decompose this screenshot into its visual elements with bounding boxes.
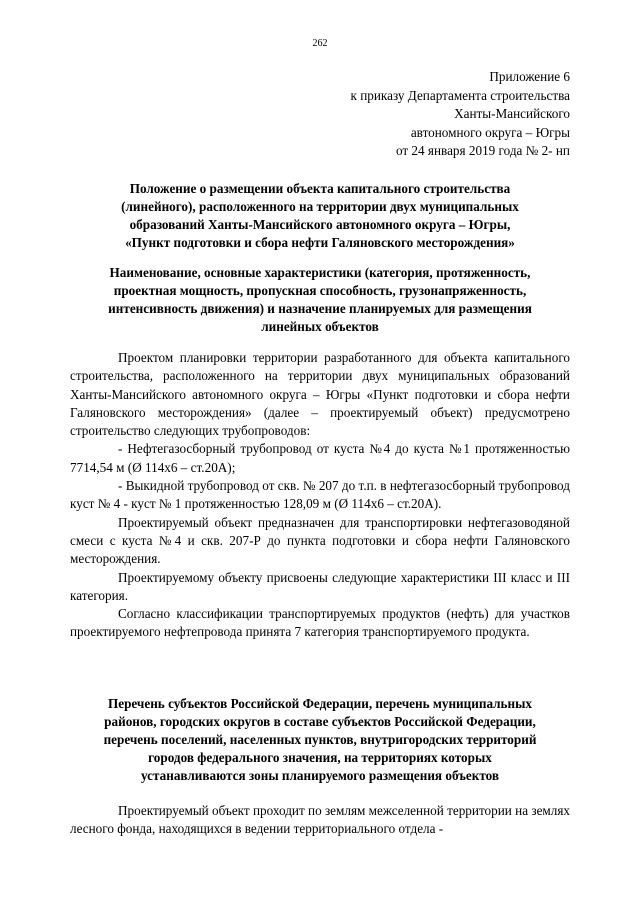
appendix-line: автономного округа – Югры	[410, 124, 570, 140]
heading-line: городов федерального значения, на территориях которых	[148, 750, 492, 765]
section-heading-territories	[70, 695, 570, 785]
appendix-line: от 24 января 2019 года № 2- нп	[395, 143, 570, 158]
paragraph: - Нефтегазосборный трубопровод от куста №4 до куста №1 протяженностью 7714,54 м (Ø 114х6 – ст.20А);	[70, 441, 570, 475]
appendix-line: Ханты-Мансийского	[454, 106, 570, 121]
paragraph: - Выкидной трубопровод от скв. № 207 до т.п. в нефтегазосборный трубопровод куст № 4 - куст № 1 протяженностью 128,09 м (Ø 114х6 – ст.20А).	[70, 478, 570, 512]
heading-line: Наименование, основные характеристики (категория, протяженность,	[109, 265, 531, 280]
title-line: (линейного), расположенного на территории двух муниципальных	[121, 199, 519, 214]
document-title	[70, 180, 570, 252]
heading-line: районов, городских округов в составе субъектов Российской Федерации,	[104, 714, 536, 729]
paragraph: Проектируемый объект проходит по землям межселенной территории на землях лесного фонда, находящихся в ведении территориального отдела -	[70, 803, 571, 837]
paragraph: Проектируемый объект предназначен для транспортировки нефтегазоводяной смеси с куста №4 и скв. 207-Р до пункта подготовки и сбора нефти Галяновского месторождения.	[70, 514, 570, 567]
paragraph: Проектируемому объекту присвоены следующие характеристики III класс и III категория.	[70, 569, 570, 603]
title-line: образований Ханты-Мансийского автономного округа – Югры,	[129, 217, 511, 232]
appendix-line: к приказу Департамента строительства	[350, 87, 570, 103]
heading-line: перечень поселений, населенных пунктов, внутригородских территорий	[103, 732, 537, 747]
page-number: 262	[312, 38, 328, 49]
heading-line: устанавливаются зоны планируемого размещения объектов	[140, 768, 500, 783]
appendix-block	[351, 68, 571, 161]
section-heading-characteristics	[70, 264, 570, 336]
paragraph: Согласно классификации транспортируемых продуктов (нефть) для участков проектируемого нефтепровода принята 7 категория транспортируемого продукта.	[70, 606, 570, 640]
paragraph: Проектом планировки территории разработанного для объекта капитального строительства, расположенного на территории двух муниципальных образований Ханты-Мансийского автономного округа – Югры «Пункт подготовки и сбора нефти Галяновского месторождения» (далее – проектируемый объект) предусмотрено строительство следующих трубопроводов:	[70, 350, 570, 439]
heading-line: проектная мощность, пропускная способность, грузонапряженность,	[113, 283, 527, 298]
heading-line: линейных объектов	[261, 319, 379, 334]
heading-line: Перечень субъектов Российской Федерации, перечень муниципальных	[107, 696, 533, 711]
title-line: Положение о размещении объекта капитального строительства	[129, 181, 511, 196]
body-text-final	[70, 802, 570, 839]
body-text	[70, 349, 570, 642]
heading-line: интенсивность движения) и назначение планируемых для размещения	[108, 301, 532, 316]
appendix-line: Приложение 6	[489, 69, 570, 84]
title-line: «Пункт подготовки и сбора нефти Галяновского месторождения»	[125, 235, 515, 250]
